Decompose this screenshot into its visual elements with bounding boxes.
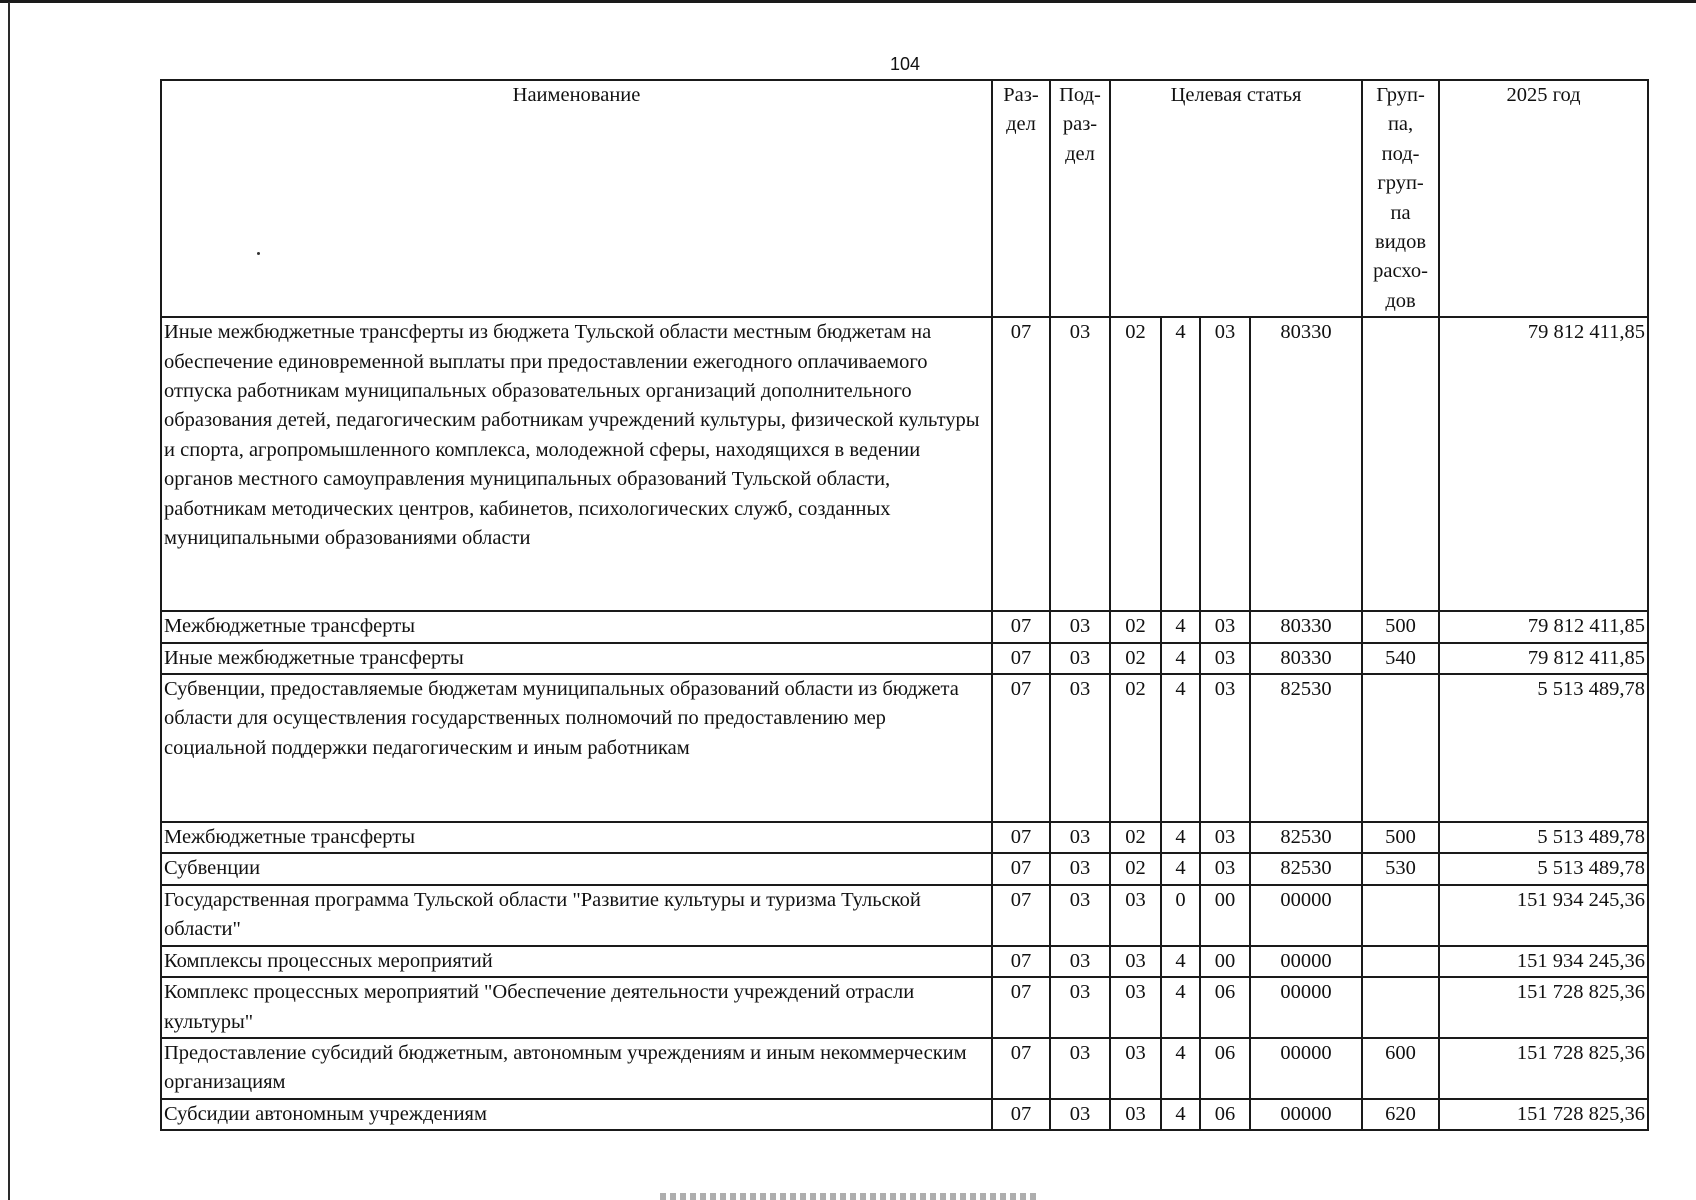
row-target-type: 4	[1161, 853, 1200, 884]
row-name: Государственная программа Тульской области "Развитие культуры и туризма Тульской области"	[161, 885, 992, 946]
row-subsection: 03	[1050, 611, 1110, 642]
header-year-2025: 2025 год	[1439, 80, 1648, 317]
row-target-complex: 03	[1200, 317, 1250, 611]
row-target-program: 03	[1110, 977, 1161, 1038]
row-target-complex: 03	[1200, 611, 1250, 642]
row-amount: 5 513 489,78	[1439, 853, 1648, 884]
row-expense-group	[1362, 317, 1439, 611]
row-target-program: 02	[1110, 822, 1161, 853]
table-row	[161, 643, 1648, 674]
row-target-complex: 03	[1200, 674, 1250, 822]
row-target-program: 02	[1110, 611, 1161, 642]
row-target-direction: 00000	[1250, 946, 1362, 977]
header-name: Наименование	[161, 80, 992, 317]
header-target-article: Целевая статья	[1110, 80, 1362, 317]
row-target-type: 4	[1161, 1099, 1200, 1130]
row-section: 07	[992, 853, 1050, 884]
table-row	[161, 885, 1648, 946]
row-subsection: 03	[1050, 977, 1110, 1038]
page-number: 104	[889, 54, 921, 74]
row-section: 07	[992, 643, 1050, 674]
row-target-direction: 82530	[1250, 853, 1362, 884]
row-expense-group: 600	[1362, 1038, 1439, 1099]
scan-edge-left	[8, 2, 10, 1200]
row-target-complex: 03	[1200, 853, 1250, 884]
row-target-complex: 00	[1200, 946, 1250, 977]
row-expense-group: 500	[1362, 822, 1439, 853]
row-section: 07	[992, 885, 1050, 946]
row-name: Межбюджетные трансферты	[161, 611, 992, 642]
bottom-bleed-through	[660, 1193, 1040, 1200]
row-target-type: 4	[1161, 822, 1200, 853]
row-target-direction: 82530	[1250, 822, 1362, 853]
row-target-type: 4	[1161, 1038, 1200, 1099]
row-name: Субвенции	[161, 853, 992, 884]
row-target-type: 4	[1161, 317, 1200, 611]
row-target-program: 03	[1110, 1038, 1161, 1099]
row-target-program: 03	[1110, 885, 1161, 946]
row-subsection: 03	[1050, 643, 1110, 674]
row-target-type: 4	[1161, 977, 1200, 1038]
row-name: Иные межбюджетные трансферты	[161, 643, 992, 674]
row-expense-group: 540	[1362, 643, 1439, 674]
row-target-complex: 03	[1200, 822, 1250, 853]
row-expense-group: 620	[1362, 1099, 1439, 1130]
row-section: 07	[992, 317, 1050, 611]
row-expense-group	[1362, 946, 1439, 977]
row-subsection: 03	[1050, 946, 1110, 977]
row-target-complex: 00	[1200, 885, 1250, 946]
row-target-direction: 80330	[1250, 643, 1362, 674]
table-row	[161, 977, 1648, 1038]
row-section: 07	[992, 611, 1050, 642]
table-row	[161, 853, 1648, 884]
row-target-direction: 00000	[1250, 977, 1362, 1038]
row-target-direction: 80330	[1250, 317, 1362, 611]
row-name: Субвенции, предоставляемые бюджетам муниципальных образований области из бюджета области для осуществления государственных полномочий по предоставлению мер социальной поддержки педагогическим и иным работникам	[161, 674, 992, 822]
row-target-direction: 80330	[1250, 611, 1362, 642]
row-target-type: 4	[1161, 611, 1200, 642]
row-amount: 5 513 489,78	[1439, 674, 1648, 822]
row-target-program: 03	[1110, 1099, 1161, 1130]
header-row	[161, 80, 1648, 317]
row-target-complex: 06	[1200, 1099, 1250, 1130]
budget-table	[160, 79, 1649, 1131]
row-target-direction: 00000	[1250, 1099, 1362, 1130]
row-target-program: 02	[1110, 317, 1161, 611]
row-name: Субсидии автономным учреждениям	[161, 1099, 992, 1130]
row-subsection: 03	[1050, 317, 1110, 611]
row-amount: 151 728 825,36	[1439, 1038, 1648, 1099]
table-row	[161, 317, 1648, 611]
row-target-type: 4	[1161, 643, 1200, 674]
row-amount: 151 934 245,36	[1439, 885, 1648, 946]
row-target-program: 02	[1110, 674, 1161, 822]
row-target-direction: 00000	[1250, 1038, 1362, 1099]
row-expense-group	[1362, 885, 1439, 946]
row-subsection: 03	[1050, 853, 1110, 884]
row-target-complex: 03	[1200, 643, 1250, 674]
row-amount: 151 934 245,36	[1439, 946, 1648, 977]
table-body	[161, 317, 1648, 1130]
row-amount: 79 812 411,85	[1439, 611, 1648, 642]
table-row	[161, 822, 1648, 853]
header-expense-group: Груп- па, под- груп- па видов расхо- дов	[1362, 80, 1439, 317]
table-row	[161, 611, 1648, 642]
row-expense-group: 530	[1362, 853, 1439, 884]
row-amount: 151 728 825,36	[1439, 1099, 1648, 1130]
row-target-program: 03	[1110, 946, 1161, 977]
row-target-direction: 00000	[1250, 885, 1362, 946]
table-row	[161, 946, 1648, 977]
row-name: Комплекс процессных мероприятий "Обеспечение деятельности учреждений отрасли культуры"	[161, 977, 992, 1038]
row-name: Комплексы процессных мероприятий	[161, 946, 992, 977]
row-section: 07	[992, 1038, 1050, 1099]
scan-edge-top	[0, 0, 1696, 3]
row-amount: 5 513 489,78	[1439, 822, 1648, 853]
row-subsection: 03	[1050, 1038, 1110, 1099]
row-expense-group	[1362, 674, 1439, 822]
header-section: Раз- дел	[992, 80, 1050, 317]
row-target-direction: 82530	[1250, 674, 1362, 822]
row-target-program: 02	[1110, 853, 1161, 884]
row-section: 07	[992, 674, 1050, 822]
row-target-type: 4	[1161, 946, 1200, 977]
row-section: 07	[992, 977, 1050, 1038]
header-subsection: Под- раз- дел	[1050, 80, 1110, 317]
row-target-program: 02	[1110, 643, 1161, 674]
row-subsection: 03	[1050, 674, 1110, 822]
row-subsection: 03	[1050, 822, 1110, 853]
row-name: Иные межбюджетные трансферты из бюджета Тульской области местным бюджетам на обеспечение единовременной выплаты при предоставлении ежегодного оплачиваемого отпуска работникам муниципальных образовательных организаций дополнительного образования детей, педагогическим работникам учреждений культуры, физической культуры и спорта, агропромышленного комплекса, молодежной сферы, находящихся в ведении органов местного самоуправления муниципальных образований Тульской области, работникам методических центров, кабинетов, психологических служб, созданных муниципальными образованиями области	[161, 317, 992, 611]
row-target-complex: 06	[1200, 977, 1250, 1038]
row-target-type: 4	[1161, 674, 1200, 822]
row-amount: 79 812 411,85	[1439, 643, 1648, 674]
row-target-complex: 06	[1200, 1038, 1250, 1099]
row-expense-group: 500	[1362, 611, 1439, 642]
row-section: 07	[992, 822, 1050, 853]
scan-speck	[257, 252, 260, 255]
table-row	[161, 1038, 1648, 1099]
row-name: Межбюджетные трансферты	[161, 822, 992, 853]
row-name: Предоставление субсидий бюджетным, автономным учреждениям и иным некоммерческим организациям	[161, 1038, 992, 1099]
row-target-type: 0	[1161, 885, 1200, 946]
row-subsection: 03	[1050, 1099, 1110, 1130]
row-subsection: 03	[1050, 885, 1110, 946]
row-expense-group	[1362, 977, 1439, 1038]
table-row	[161, 674, 1648, 822]
row-amount: 151 728 825,36	[1439, 977, 1648, 1038]
table-row	[161, 1099, 1648, 1130]
row-section: 07	[992, 1099, 1050, 1130]
row-section: 07	[992, 946, 1050, 977]
row-amount: 79 812 411,85	[1439, 317, 1648, 611]
